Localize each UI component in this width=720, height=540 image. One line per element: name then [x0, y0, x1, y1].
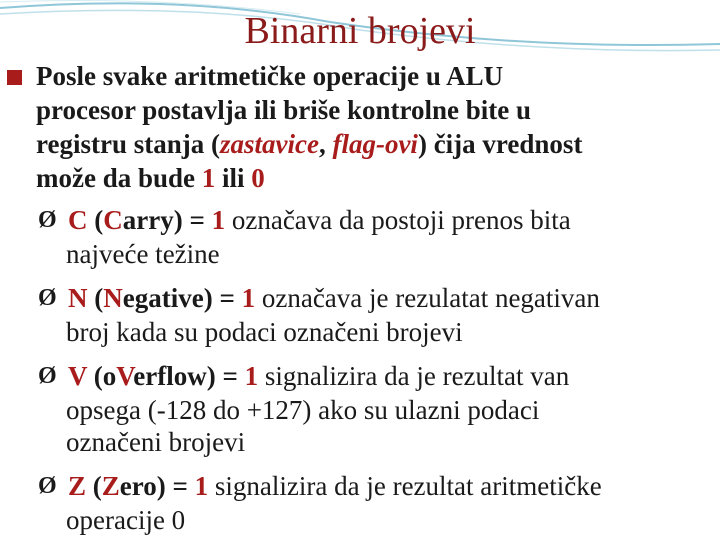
flag-n-line-1 [68, 282, 600, 314]
flag-v-desc-1: signalizira da je rezultat van [258, 361, 570, 391]
flag-z-key-letter: Z [101, 471, 120, 501]
flag-letter-c: C [68, 205, 88, 235]
flag-letter-v: V [68, 361, 88, 391]
flag-n-desc-1: označava je rezulatat negativan [255, 283, 600, 313]
flag-c-key-letter: C [103, 205, 123, 235]
flag-c-line-2 [66, 238, 220, 270]
slide-title: Binarni brojevi [244, 10, 476, 52]
flag-n-close: ) [203, 283, 213, 313]
arrow-bullet-icon: Ø [38, 285, 57, 311]
flag-v-line-1 [68, 360, 569, 392]
flag-c-line-1 [68, 204, 571, 236]
flag-v-desc-2: opsega (-128 do +127) ako su ulazni podaci [66, 395, 540, 425]
flag-v-line-2 [66, 394, 539, 426]
flag-n-desc-2: broj kada su podaci označeni brojevi [66, 317, 463, 347]
flag-c-key-rest: arry [122, 205, 174, 235]
intro-text-4c: ili [215, 163, 252, 193]
intro-line-1 [36, 60, 503, 92]
flag-z-close: ) [156, 471, 166, 501]
flag-v-key-letter: V [116, 361, 134, 391]
flag-z-value: 1 [194, 471, 209, 501]
flag-z-line-2 [66, 504, 185, 536]
flag-c-open: ( [87, 205, 104, 235]
flag-v-eq: = [215, 361, 245, 391]
intro-line-2 [36, 94, 531, 126]
value-zero: 0 [251, 163, 265, 193]
flag-c-desc-2: najveće težine [66, 239, 220, 269]
flag-n-key-letter: N [103, 283, 123, 313]
arrow-bullet-icon: Ø [38, 207, 57, 233]
term-zastavice: zastavice [219, 129, 319, 159]
flag-v-desc-3: označeni brojevi [66, 427, 246, 457]
arrow-bullet-icon: Ø [38, 473, 57, 499]
flag-c-desc-1: označava da postoji prenos bita [225, 205, 571, 235]
flag-letter-n: N [68, 283, 88, 313]
flag-c-value: 1 [211, 205, 226, 235]
flag-z-open: ( [86, 471, 102, 501]
flag-n-open: ( [87, 283, 104, 313]
term-flag-ovi: flag-ovi [332, 129, 418, 159]
flag-n-eq: = [212, 283, 242, 313]
intro-text-4a: može da bude [36, 163, 202, 193]
intro-text-2: procesor postavlja ili briše kontrolne bite u [36, 95, 532, 125]
arrow-bullet-icon: Ø [38, 363, 57, 389]
flag-n-line-2 [66, 316, 463, 348]
flag-v-key-rest: erflow [133, 361, 207, 391]
square-bullet-icon [7, 70, 22, 85]
intro-text-3c: , [318, 129, 333, 159]
flag-z-eq: = [165, 471, 195, 501]
intro-line-3 [36, 128, 582, 160]
flag-v-line-3 [66, 426, 245, 458]
flag-z-key-rest: ero [119, 471, 157, 501]
flag-v-value: 1 [244, 361, 259, 391]
flag-n-key-rest: egative [122, 283, 204, 313]
flag-c-close: ) [173, 205, 183, 235]
flag-c-eq: = [182, 205, 212, 235]
flag-letter-z: Z [68, 471, 87, 501]
intro-line-4 [36, 162, 265, 194]
flag-n-value: 1 [241, 283, 256, 313]
flag-v-open: ( [87, 361, 103, 391]
flag-v-key-prefix: o [102, 361, 117, 391]
intro-text-3a: registru stanja ( [36, 129, 220, 159]
flag-v-close: ) [206, 361, 216, 391]
flag-z-line-1 [68, 470, 602, 502]
value-one: 1 [201, 163, 216, 193]
flag-z-desc-1: signalizira da je rezultat aritmetičke [208, 471, 602, 501]
intro-text-3e: ) čija vrednost [417, 129, 583, 159]
flag-z-desc-2: operacije 0 [66, 505, 186, 535]
intro-text-1: Posle svake aritmetičke operacije u ALU [36, 61, 504, 91]
